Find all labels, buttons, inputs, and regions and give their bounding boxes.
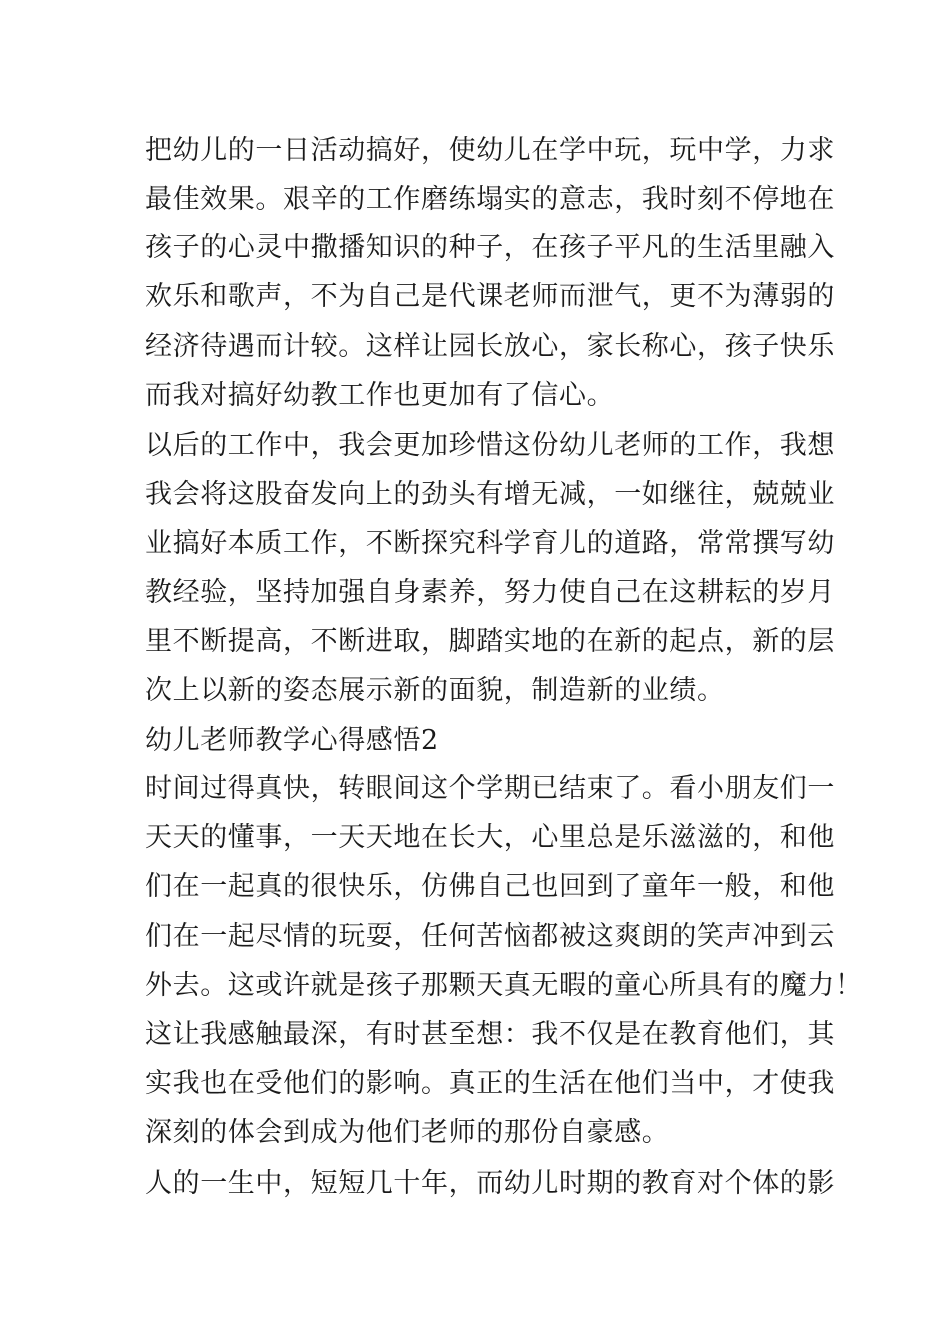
text-line: 天天的懂事，一天天地在长大，心里总是乐滋滋的，和他 [145,822,835,853]
text-line: 孩子的心灵中撒播知识的种子，在孩子平凡的生活里融入 [145,232,835,263]
text-line: 欢乐和歌声，不为自己是代课老师而泄气，更不为薄弱的 [145,281,835,312]
text-line: 次上以新的姿态展示新的面貌，制造新的业绩。 [145,675,725,706]
text-line: 这让我感触最深，有时甚至想：我不仅是在教育他们，其 [145,1019,835,1050]
text-line: 以后的工作中，我会更加珍惜这份幼儿老师的工作，我想 [145,430,835,461]
text-line: 把幼儿的一日活动搞好，使幼儿在学中玩，玩中学，力求 [145,135,835,166]
text-line: 人的一生中，短短几十年，而幼儿时期的教育对个体的影 [145,1168,835,1199]
text-line: 们在一起真的很快乐，仿佛自己也回到了童年一般，和他 [145,871,835,902]
text-line: 最佳效果。艰辛的工作磨练塌实的意志，我时刻不停地在 [145,184,835,215]
section-heading: 幼儿老师教学心得感悟2 [145,725,439,756]
text-line: 时间过得真快，转眼间这个学期已结束了。看小朋友们一 [145,773,835,804]
text-line: 业搞好本质工作，不断探究科学育儿的道路，常常撰写幼 [145,528,835,559]
text-line: 教经验，坚持加强自身素养，努力使自己在这耕耘的岁月 [145,577,835,608]
text-line: 深刻的体会到成为他们老师的那份自豪感。 [145,1117,670,1148]
text-line: 里不断提高，不断进取，脚踏实地的在新的起点，新的层 [145,626,835,657]
text-line: 我会将这股奋发向上的劲头有增无减，一如继往，兢兢业 [145,479,835,510]
text-line: 们在一起尽情的玩耍，任何苦恼都被这爽朗的笑声冲到云 [145,921,835,952]
text-line: 而我对搞好幼教工作也更加有了信心。 [145,380,615,411]
text-line: 外去。这或许就是孩子那颗天真无暇的童心所具有的魔力！ [145,970,863,1001]
text-line: 实我也在受他们的影响。真正的生活在他们当中，才使我 [145,1068,835,1099]
text-line: 经济待遇而计较。这样让园长放心，家长称心，孩子快乐 [145,331,835,362]
